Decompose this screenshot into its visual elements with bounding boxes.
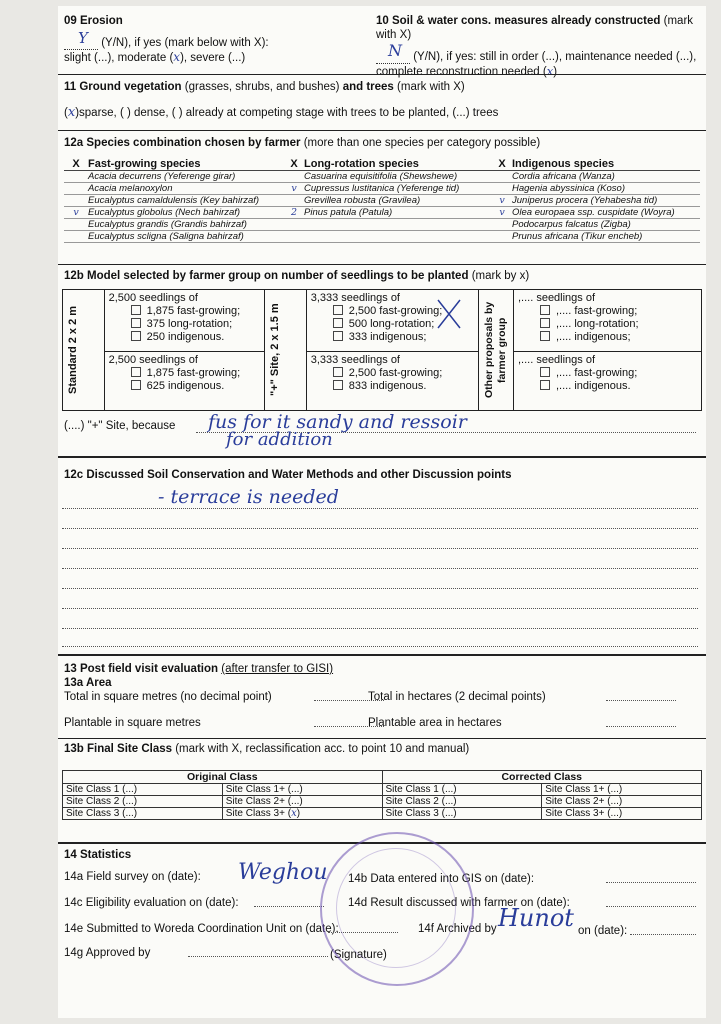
archived-label: 14f Archived by: [418, 923, 497, 935]
vegetation-title-mid: (grasses, shrubs, and bushes): [184, 81, 340, 93]
swc-line2-end: ): [553, 66, 558, 78]
standard-label-cell: [63, 290, 105, 411]
archived-date-field[interactable]: [630, 934, 696, 935]
eligibility-label: 14c Eligibility evaluation on (date):: [64, 897, 239, 909]
checkbox[interactable]: [333, 318, 343, 328]
fast-mark-cell[interactable]: [64, 183, 88, 195]
divider: [58, 654, 706, 656]
site-class-table: [62, 770, 702, 820]
fast-species-name: Eucalyptus globolus (Nech bahirzaf): [88, 207, 284, 219]
fast-mark-cell[interactable]: [64, 231, 88, 243]
divider: [58, 738, 706, 739]
sqm-label: Total in square metres (no decimal point): [64, 691, 272, 703]
indig-species-name: Olea europaea ssp. cuspidate (Woyra): [512, 207, 700, 219]
long-mark-cell[interactable]: [284, 195, 304, 207]
site-class-cell[interactable]: Site Class 2+ (...): [222, 796, 382, 808]
fast-mark-cell[interactable]: [64, 171, 88, 183]
option-item: 833 indigenous.: [348, 379, 427, 392]
site-class-cell[interactable]: Site Class 2+ (...): [542, 796, 702, 808]
vegetation-title: 11 Ground vegetation: [64, 81, 182, 93]
vegetation-options: sparse, ( ) dense, ( ) already at competing stage with trees to be planted, (...) trees: [79, 107, 499, 119]
plus-option-1-head: 3,333 seedlings of: [310, 292, 400, 304]
official-stamp: [320, 832, 474, 986]
indig-header: Indigenous species: [512, 158, 700, 171]
discussion-line[interactable]: [62, 508, 698, 509]
because-handwriting-2: for addition: [226, 429, 333, 450]
option-item: 2,500 fast-growing;: [348, 366, 443, 379]
plus-site-label-cell: [265, 290, 307, 411]
fast-mark-cell[interactable]: [64, 195, 88, 207]
swc-line2: complete reconstruction needed (: [376, 66, 547, 78]
discussion-line[interactable]: [62, 568, 698, 569]
species-row: [64, 183, 700, 195]
option-item: ,.... fast-growing;: [555, 366, 638, 379]
fast-species-name: Acacia melanoxylon: [88, 183, 284, 195]
long-species-name: [304, 219, 492, 231]
long-header: Long-rotation species: [304, 158, 492, 171]
site-class-cell[interactable]: Site Class 1+ (...): [222, 784, 382, 796]
other-option-1-head: ,.... seedlings of: [517, 292, 596, 304]
standard-option-1-head: 2,500 seedlings of: [108, 292, 198, 304]
ground-vegetation-section: 11 Ground vegetation (grasses, shrubs, and bushes) and trees (mark with X) (x)sparse, ( ) dense, ( ) already at competing stage with trees to be planted, (...) trees: [64, 81, 499, 120]
other-option-2-head: ,.... seedlings of: [517, 353, 596, 366]
option-item: 1,875 fast-growing;: [146, 366, 241, 379]
long-mark-cell[interactable]: [284, 219, 304, 231]
discussion-line[interactable]: [62, 548, 698, 549]
erosion-yn-field[interactable]: [64, 29, 98, 50]
standard-option-2-head: 2,500 seedlings of: [108, 353, 198, 366]
option-item: 250 indigenous.: [146, 331, 225, 343]
approved-label: 14g Approved by: [64, 947, 151, 959]
signature-label: (Signature): [330, 949, 387, 961]
indig-mark-cell[interactable]: [492, 183, 512, 195]
vegetation-title-trees: and trees: [342, 81, 394, 93]
archived-date-label: on (date):: [578, 925, 628, 937]
ha-label: Total in hectares (2 decimal points): [368, 691, 546, 703]
long-x-header: X: [284, 158, 304, 171]
x-mark-handwriting: [434, 296, 464, 332]
discussion-line[interactable]: [62, 646, 698, 647]
ha-field[interactable]: [606, 700, 676, 701]
model-section: [58, 267, 706, 450]
swc-title: 10 Soil & water cons. measures already constructed: [376, 15, 661, 27]
option-item: ,.... fast-growing;: [555, 305, 638, 317]
fast-mark-cell[interactable]: [64, 219, 88, 231]
post-visit-note: (after transfer to GISI): [221, 663, 334, 675]
plus-option-2-head: 3,333 seedlings of: [310, 353, 400, 366]
vegetation-sparse-mark: x: [67, 105, 76, 120]
indig-mark-cell[interactable]: [492, 219, 512, 231]
plus-site-because-label: (....) "+" Site, because: [64, 420, 176, 432]
indig-species-name: Cordia africana (Wanza): [512, 171, 700, 183]
erosion-yn-handwriting: Y: [78, 29, 88, 47]
checkbox[interactable]: [333, 331, 343, 341]
long-mark-cell[interactable]: 2: [284, 207, 304, 219]
official-stamp-inner-ring: [336, 848, 456, 968]
model-title: 12b Model selected by farmer group on number of seedlings to be planted: [64, 270, 469, 282]
field-survey-label: 14a Field survey on (date):: [64, 871, 201, 883]
species-section: [58, 134, 706, 264]
gis-entry-field[interactable]: [606, 882, 696, 883]
original-class-header: Original Class: [63, 771, 383, 784]
option-item: 500 long-rotation;: [348, 318, 435, 330]
swc-yn-field[interactable]: [376, 41, 410, 64]
checkbox[interactable]: [131, 367, 141, 377]
species-title-note: (more than one species per category possible): [303, 137, 541, 149]
option-item: ,.... indigenous.: [555, 379, 631, 392]
other-option-1[interactable]: [513, 290, 701, 352]
site-class-cell[interactable]: Site Class 3 (...): [63, 808, 223, 820]
species-row: [64, 219, 700, 231]
option-item: 333 indigenous;: [348, 331, 427, 343]
species-title: 12a Species combination chosen by farmer: [64, 137, 301, 149]
fast-species-name: Eucalyptus camaldulensis (Key bahirzaf): [88, 195, 284, 207]
checkbox[interactable]: [540, 367, 550, 377]
standard-option-1[interactable]: [104, 290, 265, 352]
site-class-3plus-label: Site Class 3+ (: [225, 808, 292, 819]
indig-species-name: Prunus africana (Tikur encheb): [512, 231, 700, 243]
erosion-title: 09 Erosion: [64, 15, 123, 27]
site-class-note: (mark with X, reclassification acc. to point 10 and manual): [175, 743, 470, 755]
discussion-title: 12c Discussed Soil Conservation and Water Methods and other Discussion points: [64, 469, 512, 481]
post-visit-title: 13 Post field visit evaluation: [64, 663, 219, 675]
result-discussed-label: 14d Result discussed with farmer on (date):: [348, 897, 570, 909]
long-species-name: [304, 231, 492, 243]
option-item: 2,500 fast-growing;: [348, 305, 443, 317]
long-mark-cell[interactable]: [284, 171, 304, 183]
other-label: Other proposals by farmer group: [482, 301, 508, 399]
checkbox[interactable]: [131, 305, 141, 315]
species-row: [64, 195, 700, 207]
checkbox[interactable]: [540, 305, 550, 315]
checkbox[interactable]: [131, 380, 141, 390]
fast-species-name: Acacia decurrens (Yeferenge girar): [88, 171, 284, 183]
submitted-label: 14e Submitted to Woreda Coordination Unit on (date):: [64, 923, 339, 935]
discussion-line[interactable]: [62, 628, 698, 629]
long-species-name: Casuarina equisitifolia (Shewshewe): [304, 171, 492, 183]
site-class-title: 13b Final Site Class: [64, 743, 173, 755]
checkbox[interactable]: [540, 331, 550, 341]
indig-species-name: Hagenia abyssinica (Koso): [512, 183, 700, 195]
erosion-moderate-mark: x: [173, 50, 181, 64]
swc-block: [376, 14, 706, 79]
swc-yn-handwriting: N: [388, 41, 402, 60]
vegetation-title-note: (mark with X): [397, 81, 465, 93]
other-label-cell: [478, 290, 513, 411]
because-handwriting: fus for it sandy and ressoir: [208, 411, 467, 433]
long-species-name: Cupressus lustitanica (Yeferenge tid): [304, 183, 492, 195]
fast-header: Fast-growing species: [88, 158, 284, 171]
checkbox[interactable]: [131, 331, 141, 341]
erosion-line2: slight (...), moderate (: [64, 52, 174, 64]
plus-option-2[interactable]: [306, 351, 478, 410]
discussion-handwriting: - terrace is needed: [158, 486, 339, 508]
corrected-class-header: Corrected Class: [382, 771, 702, 784]
species-table: [64, 158, 700, 243]
indig-mark-cell[interactable]: [492, 171, 512, 183]
form-page: [58, 6, 706, 1018]
site-class-cell[interactable]: Site Class 1 (...): [63, 784, 223, 796]
plus-site-label: "+" Site, 2 x 1.5 m: [269, 303, 282, 397]
model-table: [62, 289, 702, 411]
statistics-title: 14 Statistics: [64, 849, 132, 861]
site-class-3plus-cell[interactable]: Site Class 3+ (x): [222, 808, 382, 820]
indig-x-header: X: [492, 158, 512, 171]
plantable-ha-label: Plantable area in hectares: [368, 717, 502, 729]
swc-reconstruction-mark: x: [546, 64, 554, 78]
result-discussed-field[interactable]: [606, 906, 696, 907]
post-visit-section: [58, 658, 706, 838]
site-class-cell[interactable]: Site Class 3 (...): [382, 808, 542, 820]
erosion-block: [64, 14, 364, 65]
indig-mark-cell[interactable]: v: [492, 195, 512, 207]
erosion-severe-label: ), severe (...): [180, 52, 246, 64]
option-item: ,.... indigenous;: [555, 331, 631, 343]
site-class-cell[interactable]: Site Class 1 (...): [382, 784, 542, 796]
approved-field[interactable]: [188, 956, 328, 957]
plus-option-1[interactable]: [306, 290, 478, 352]
checkbox[interactable]: [333, 367, 343, 377]
archived-handwriting: Hunot: [498, 904, 574, 932]
divider: [58, 74, 706, 75]
fast-mark-cell[interactable]: v: [64, 207, 88, 219]
plantable-sqm-label: Plantable in square metres: [64, 717, 201, 729]
species-row: [64, 207, 700, 219]
gis-entry-label: 14b Data entered into GIS on (date):: [348, 873, 535, 885]
discussion-line[interactable]: [62, 608, 698, 609]
plantable-ha-field[interactable]: [606, 726, 676, 727]
option-item: 375 long-rotation;: [146, 318, 233, 330]
species-row: [64, 171, 700, 183]
option-item: 1,875 fast-growing;: [146, 305, 241, 317]
field-survey-handwriting: Weghou: [238, 860, 328, 885]
indig-mark-cell[interactable]: v: [492, 207, 512, 219]
option-item: 625 indigenous.: [146, 379, 225, 392]
species-row: [64, 231, 700, 243]
standard-option-2[interactable]: [104, 351, 265, 410]
checkbox[interactable]: [333, 305, 343, 315]
site-class-3plus-mark: x: [291, 808, 297, 819]
fast-species-name: Eucalyptus grandis (Grandis bahirzaf): [88, 219, 284, 231]
site-class-cell[interactable]: Site Class 2 (...): [382, 796, 542, 808]
option-item: ,.... long-rotation;: [555, 318, 639, 330]
checkbox[interactable]: [540, 318, 550, 328]
discussion-line[interactable]: [62, 588, 698, 589]
fast-species-name: Eucalyptus scligna (Saligna bahirzaf): [88, 231, 284, 243]
site-class-cell[interactable]: Site Class 1+ (...): [542, 784, 702, 796]
discussion-section: [58, 462, 706, 652]
indig-species-name: Juniperus procera (Yehabesha tid): [512, 195, 700, 207]
other-option-2[interactable]: [513, 351, 701, 410]
long-species-name: Pinus patula (Patula): [304, 207, 492, 219]
swc-line1: (Y/N), if yes: still in order (...), maintenance needed (...),: [413, 51, 697, 63]
eligibility-field[interactable]: [254, 906, 324, 907]
checkbox[interactable]: [131, 318, 141, 328]
area-subtitle: 13a Area: [64, 677, 112, 689]
erosion-and-swc-section: [58, 10, 706, 78]
indig-mark-cell[interactable]: [492, 231, 512, 243]
standard-label: Standard 2 x 2 m: [67, 305, 79, 395]
site-class-cell[interactable]: Site Class 2 (...): [63, 796, 223, 808]
checkbox[interactable]: [540, 380, 550, 390]
divider: [58, 130, 706, 131]
long-mark-cell[interactable]: [284, 231, 304, 243]
long-species-name: Grevillea robusta (Gravilea): [304, 195, 492, 207]
model-title-note: (mark by x): [471, 270, 530, 282]
discussion-line[interactable]: [62, 528, 698, 529]
checkbox[interactable]: [333, 380, 343, 390]
swc-title-note: (mark with X): [376, 15, 694, 41]
indig-species-name: Podocarpus falcatus (Zigba): [512, 219, 700, 231]
erosion-line1: (Y/N), if yes (mark below with X):: [101, 37, 269, 49]
divider: [58, 456, 706, 458]
site-class-cell[interactable]: Site Class 3+ (...): [542, 808, 702, 820]
divider: [58, 264, 706, 265]
long-mark-cell[interactable]: v: [284, 183, 304, 195]
fast-x-header: X: [64, 158, 88, 171]
